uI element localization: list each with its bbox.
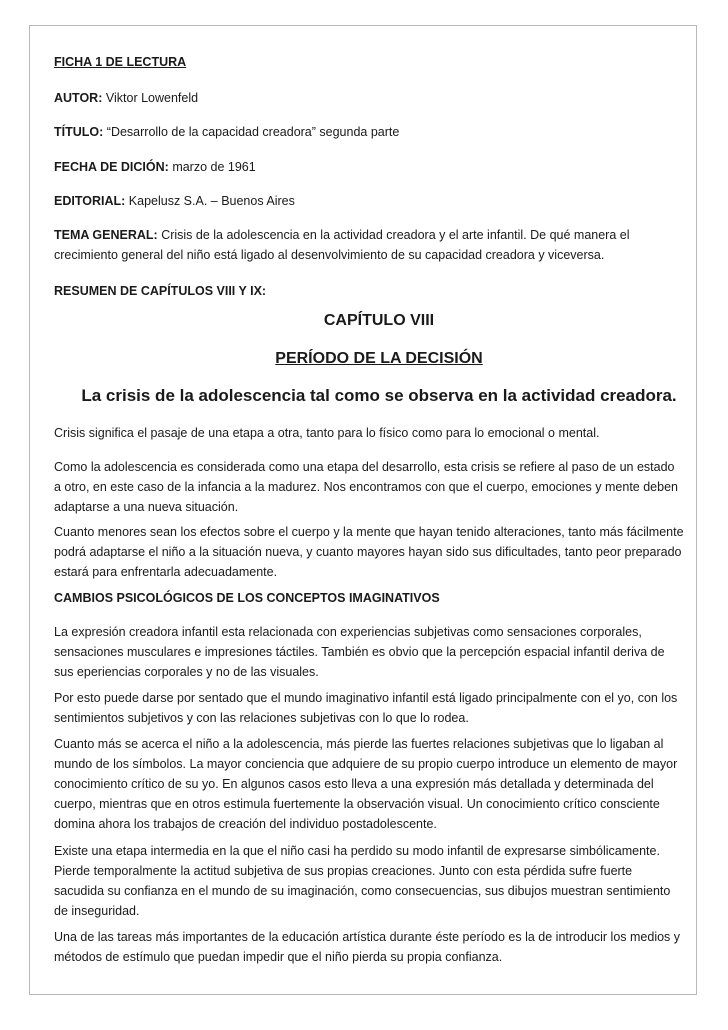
- ficha-label: FICHA 1 DE LECTURA: [54, 55, 187, 69]
- editorial-label: EDITORIAL:: [54, 194, 126, 208]
- titulo-label: TÍTULO:: [54, 125, 104, 139]
- tema-label: TEMA GENERAL:: [54, 228, 158, 242]
- paragraph: Como la adolescencia es considerada como una etapa del desarrollo, esta crisis se refiere al paso de un estado a otro, en este caso de la infancia a la madurez. Nos encontramos con que el cuerpo, emociones y mente deben adaptarse a una nueva situación.: [54, 460, 678, 514]
- resumen-heading: RESUMEN DE CAPÍTULOS VIII Y IX:: [54, 284, 267, 298]
- fecha-value: marzo de 1961: [172, 160, 256, 174]
- titulo-value: “Desarrollo de la capacidad creadora” segunda parte: [106, 125, 400, 139]
- paragraph: Una de las tareas más importantes de la educación artística durante éste período es la de introducir los medios y métodos de estímulo que puedan impedir que el niño pierda su propia confianza.: [54, 930, 681, 964]
- paragraph: Por esto puede darse por sentado que el mundo imaginativo infantil está ligado principalmente con el yo, con los sentimientos subjetivos y con las relaciones subjetivas con lo que lo rodea.: [54, 691, 678, 725]
- chapter-subtitle: PERÍODO DE LA DECISIÓN: [275, 350, 483, 367]
- ficha-title: [54, 52, 684, 72]
- subsection-heading: CAMBIOS PSICOLÓGICOS DE LOS CONCEPTOS IMAGINATIVOS: [54, 591, 440, 605]
- tema-field: [54, 225, 684, 265]
- editorial-field: [54, 191, 684, 211]
- chapter-title: CAPÍTULO VIII: [323, 312, 435, 329]
- fecha-field: [54, 157, 684, 177]
- tema-value: Crisis de la adolescencia en la actividad creadora y el arte infantil. De qué manera el crecimiento general del niño está ligado al desenvolvimiento de su capacidad creadora y viceversa.: [54, 228, 630, 262]
- paragraph: Crisis significa el pasaje de una etapa a otra, tanto para lo físico como para lo emocional o mental.: [54, 426, 600, 440]
- paragraph: La expresión creadora infantil esta relacionada con experiencias subjetivas como sensaciones corporales, sensaciones musculares e impresiones táctiles. También es obvio que la percepción espacial infantil deriva de sus eperiencias corporales y no de las visuales.: [54, 625, 665, 679]
- paragraph: Existe una etapa intermedia en la que el niño casi ha perdido su modo infantil de expresarse simbólicamente. Pierde temporalmente la actitud subjetiva de sus propias creaciones. Junto con esta pérdida sufre fuerte sacudida su confianza en el mundo de su imaginación, como consecuencias, sus dibujos muestran sentimiento de inseguridad.: [54, 844, 671, 918]
- titulo-field: [54, 122, 684, 142]
- section-heading: La crisis de la adolescencia tal como se observa en la actividad creadora.: [81, 386, 677, 405]
- autor-field: [54, 88, 684, 108]
- autor-value: Viktor Lowenfeld: [105, 91, 199, 105]
- fecha-label: FECHA DE DICIÓN:: [54, 160, 169, 174]
- paragraph: Cuanto menores sean los efectos sobre el cuerpo y la mente que hayan tenido alteraciones, tanto más fácilmente podrá adaptarse el niño a la situación nueva, y cuanto mayores hayan sido sus dificultades, tanto peor preparado estará para enfrentarla adecuadamente.: [54, 525, 684, 579]
- document-page: [29, 25, 697, 995]
- editorial-value: Kapelusz S.A. – Buenos Aires: [128, 194, 295, 208]
- autor-label: AUTOR:: [54, 91, 103, 105]
- paragraph: Cuanto más se acerca el niño a la adolescencia, más pierde las fuertes relaciones subjetivas que lo ligaban al mundo de los símbolos. La mayor conciencia que adquiere de su propio cuerpo introduce un elemento de mayor conocimiento crítico de su yo. En algunos casos esto lleva a una expresión más detallada y determinada del cuerpo, mientras que en otros estimula fuertemente la observación visual. Un conocimiento crítico consciente domina ahora los trabajos de creación del individuo postadolescente.: [54, 737, 678, 831]
